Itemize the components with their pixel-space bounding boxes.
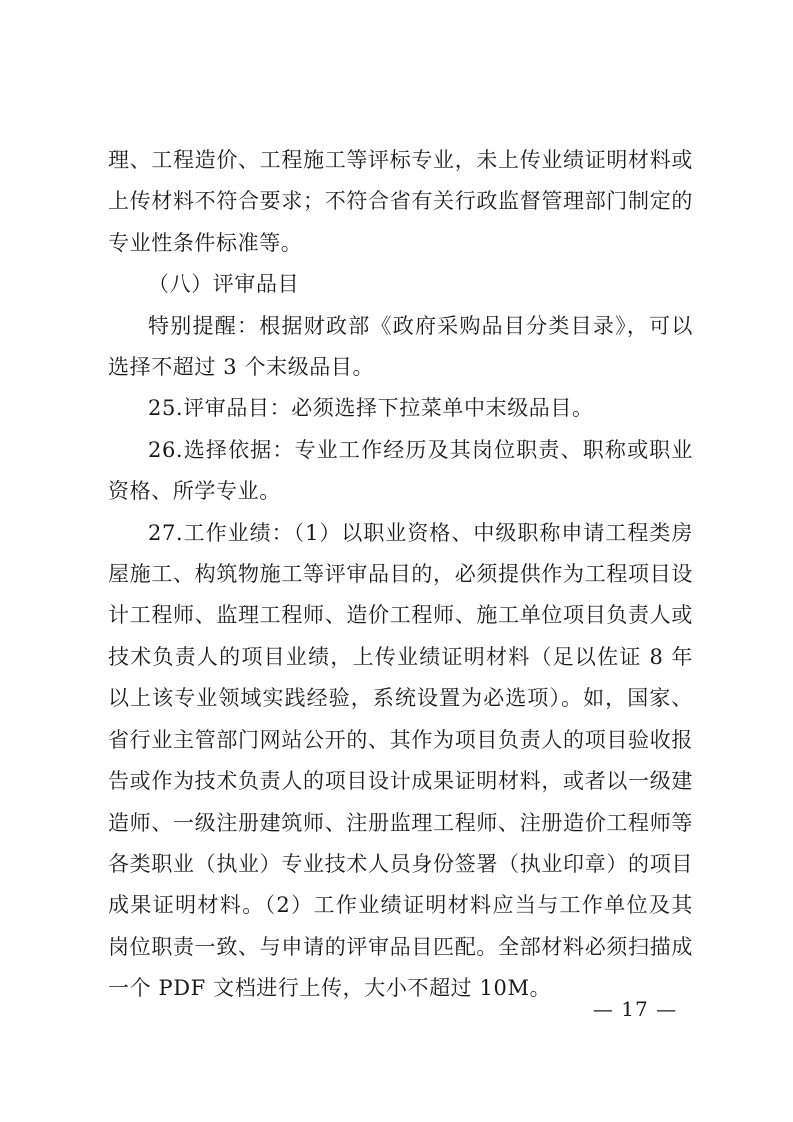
section-heading-review-category: （八）评审品目 <box>148 272 300 297</box>
paragraph-item-25: 25.评审品目：必须选择下拉菜单中末级品目。 <box>148 396 594 421</box>
paragraph-item-27: 27.工作业绩：（1）以职业资格、中级职称申请工程类房屋施工、构筑物施工等评审品目的，必须提供作为工程项目设计工程师、监理工程师、造价工程师、施工单位项目负责人或技术负责人的项目业绩，上传业绩证明材料（足以佐证 8 年以上该专业领域实践经验，系统设置为必选项）。如，国家、省行业主管部门网站公开的、其作为项目负责人的项目验收报告或作为技术负责人的项目设计成果证明材料，或者以一级建造师、一级注册建筑师、注册监理工程师、注册造价工程师等各类职业（执业）专业技术人员身份签署（执业印章）的项目成果证明材料。（2）工作业绩证明材料应当与工作单位及其岗位职责一致、与申请的评审品目匹配。全部材料必须扫描成一个 PDF 文档进行上传，大小不超过 10M。 <box>108 520 693 1001</box>
document-body <box>108 140 693 1010</box>
paragraph-special-reminder: 特别提醒：根据财政部《政府采购品目分类目录》，可以选择不超过 3 个末级品目。 <box>108 313 693 380</box>
paragraph-item-26: 26.选择依据：专业工作经历及其岗位职责、职称或职业资格、所学专业。 <box>108 437 693 504</box>
page-number: — 17 — <box>592 997 678 1021</box>
paragraph-continuation: 理、工程造价、工程施工等评标专业，未上传业绩证明材料或上传材料不符合要求；不符合省有关行政监督管理部门制定的专业性条件标准等。 <box>108 148 693 255</box>
